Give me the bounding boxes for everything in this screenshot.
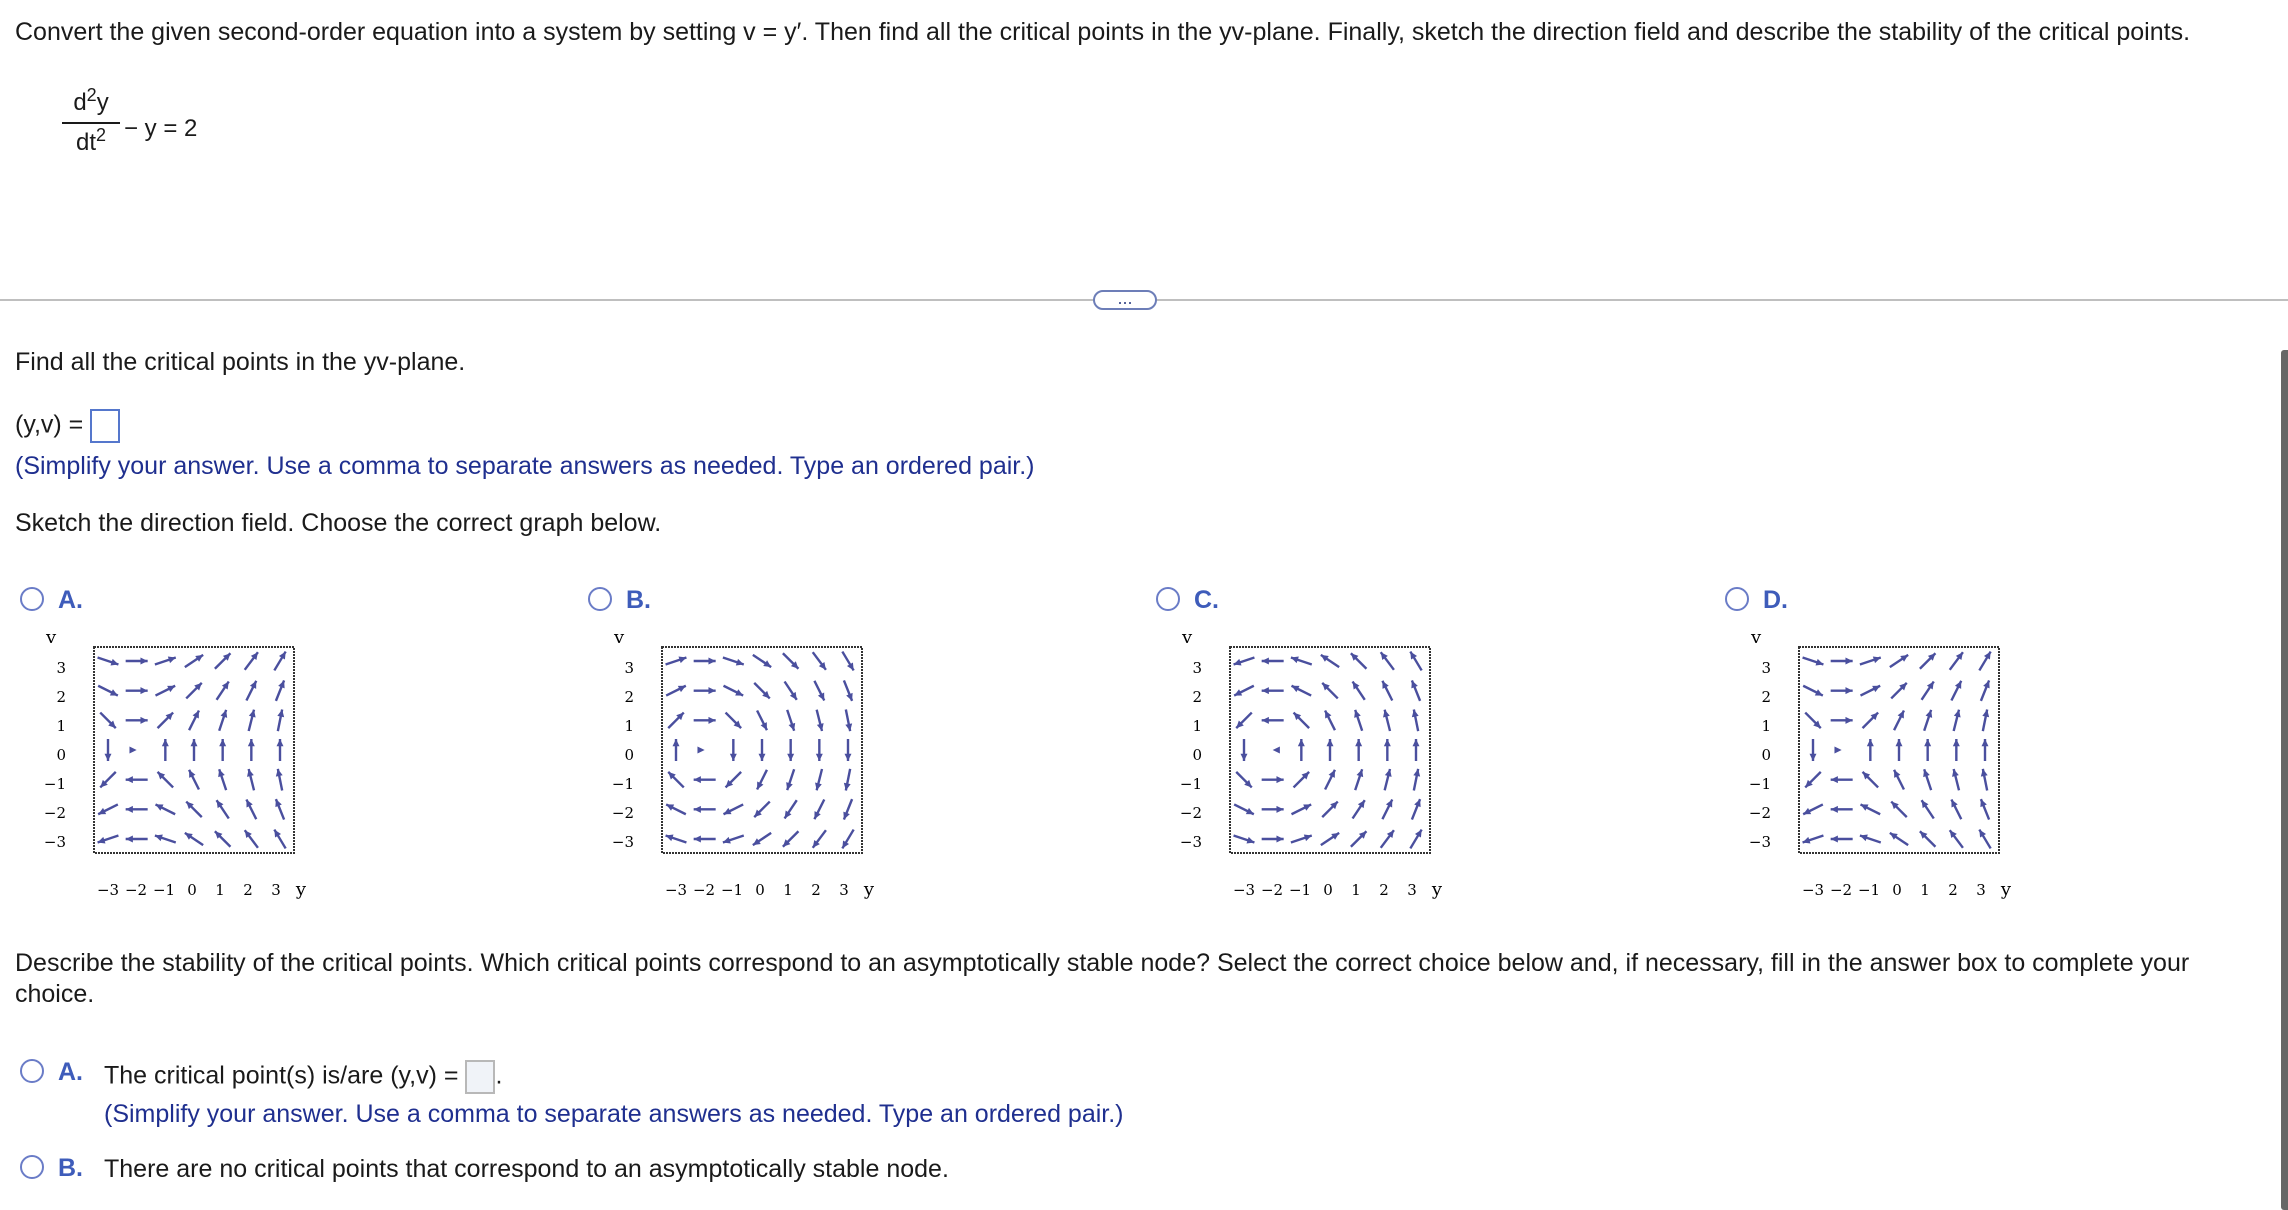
part3-prompt-line1: Describe the stability of the critical points. Which critical points correspond to an asymptotically stable node? Select the correct choice below and, if necessary, fill in the answer box to complete your bbox=[15, 949, 2190, 977]
y-axis-label: y bbox=[1431, 879, 1442, 900]
v-tick-label: 2 bbox=[1192, 688, 1202, 706]
part1-hint: (Simplify your answer. Use a comma to separate answers as needed. Type an ordered pair.) bbox=[15, 452, 1035, 480]
v-axis-label: v bbox=[46, 627, 57, 648]
part1-answer-label: (y,v) = bbox=[15, 410, 84, 439]
choice-a-period: . bbox=[495, 1061, 503, 1090]
v-tick-label: 1 bbox=[1192, 717, 1202, 735]
v-tick-label: 1 bbox=[56, 717, 66, 735]
y-tick-label: 0 bbox=[755, 881, 765, 899]
graph-option-2-radio[interactable] bbox=[588, 587, 612, 611]
part2-prompt: Sketch the direction field. Choose the correct graph below. bbox=[15, 509, 662, 537]
y-tick-label: 1 bbox=[1920, 881, 1930, 899]
y-tick-label: 3 bbox=[839, 881, 849, 899]
y-tick-label: −2 bbox=[1260, 881, 1284, 899]
y-tick-label: 0 bbox=[187, 881, 197, 899]
direction-field-graph-3[interactable] bbox=[1174, 625, 1444, 905]
y-tick-label: 3 bbox=[1407, 881, 1417, 899]
v-tick-label: 2 bbox=[624, 688, 634, 706]
y-axis-label: y bbox=[295, 879, 306, 900]
v-tick-label: −2 bbox=[1748, 804, 1771, 822]
v-tick-label: −3 bbox=[1179, 833, 1202, 851]
v-tick-label: −1 bbox=[1748, 775, 1771, 793]
v-tick-label: 0 bbox=[624, 746, 634, 764]
v-tick-label: 3 bbox=[624, 659, 634, 677]
part1-prompt: Find all the critical points in the yv-plane. bbox=[15, 348, 466, 376]
y-tick-label: −2 bbox=[1829, 881, 1853, 899]
y-tick-label: 3 bbox=[271, 881, 281, 899]
y-tick-label: 0 bbox=[1323, 881, 1333, 899]
v-tick-label: −3 bbox=[1748, 833, 1771, 851]
choice-a-radio[interactable] bbox=[20, 1059, 44, 1083]
v-tick-label: −1 bbox=[1179, 775, 1202, 793]
v-tick-label: −2 bbox=[611, 804, 634, 822]
y-tick-label: 0 bbox=[1892, 881, 1902, 899]
eq-num-var: y bbox=[96, 89, 109, 116]
y-axis-label: y bbox=[2000, 879, 2011, 900]
v-tick-label: 0 bbox=[1192, 746, 1202, 764]
equation-fraction bbox=[62, 86, 120, 160]
eq-num-d: d bbox=[73, 89, 87, 116]
equation-rest: − y = 2 bbox=[124, 115, 198, 142]
v-tick-label: −2 bbox=[1179, 804, 1202, 822]
direction-field-graph-4[interactable] bbox=[1743, 625, 2013, 905]
graph-option-1-letter: A. bbox=[58, 586, 83, 614]
v-axis-label: v bbox=[1751, 627, 1762, 648]
choice-a-text: The critical point(s) is/are (y,v) = bbox=[104, 1061, 459, 1090]
graph-option-3-radio[interactable] bbox=[1156, 587, 1180, 611]
y-tick-label: 3 bbox=[1976, 881, 1986, 899]
v-tick-label: 3 bbox=[1192, 659, 1202, 677]
y-tick-label: 2 bbox=[1379, 881, 1389, 899]
choice-a-letter: A. bbox=[58, 1058, 83, 1086]
choice-a-hint: (Simplify your answer. Use a comma to separate answers as needed. Type an ordered pair.) bbox=[104, 1100, 1124, 1128]
graph-option-2-letter: B. bbox=[626, 586, 651, 614]
eq-num-exp: 2 bbox=[86, 85, 97, 105]
v-axis-label: v bbox=[1182, 627, 1193, 648]
y-tick-label: −2 bbox=[124, 881, 148, 899]
choice-a-row bbox=[104, 1060, 502, 1094]
v-tick-label: −1 bbox=[43, 775, 66, 793]
v-tick-label: −3 bbox=[611, 833, 634, 851]
v-tick-label: 1 bbox=[1761, 717, 1771, 735]
graph-option-3-letter: C. bbox=[1194, 586, 1219, 614]
choice-b-letter: B. bbox=[58, 1154, 83, 1182]
scrollbar[interactable] bbox=[2281, 350, 2288, 1210]
part1-answer-row bbox=[15, 409, 120, 443]
y-tick-label: 1 bbox=[215, 881, 225, 899]
direction-field-graph-2[interactable] bbox=[606, 625, 876, 905]
v-tick-label: −1 bbox=[611, 775, 634, 793]
y-tick-label: 2 bbox=[243, 881, 253, 899]
eq-den-d: dt bbox=[75, 129, 96, 156]
part1-answer-input[interactable] bbox=[90, 409, 120, 443]
y-tick-label: −1 bbox=[152, 881, 176, 899]
y-tick-label: 2 bbox=[811, 881, 821, 899]
y-tick-label: 1 bbox=[1351, 881, 1361, 899]
y-tick-label: −2 bbox=[692, 881, 716, 899]
v-tick-label: −3 bbox=[43, 833, 66, 851]
v-tick-label: 2 bbox=[1761, 688, 1771, 706]
v-tick-label: 3 bbox=[1761, 659, 1771, 677]
y-tick-label: 1 bbox=[783, 881, 793, 899]
v-tick-label: −2 bbox=[43, 804, 66, 822]
y-tick-label: 2 bbox=[1948, 881, 1958, 899]
y-tick-label: −1 bbox=[1288, 881, 1312, 899]
v-tick-label: 0 bbox=[56, 746, 66, 764]
v-tick-label: 0 bbox=[1761, 746, 1771, 764]
direction-field-graph-1[interactable] bbox=[38, 625, 308, 905]
v-tick-label: 1 bbox=[624, 717, 634, 735]
part3-prompt-line2: choice. bbox=[15, 980, 95, 1008]
choice-b-text: There are no critical points that correspond to an asymptotically stable node. bbox=[104, 1155, 949, 1183]
y-tick-label: −3 bbox=[1801, 881, 1825, 899]
v-tick-label: 3 bbox=[56, 659, 66, 677]
v-tick-label: 2 bbox=[56, 688, 66, 706]
v-axis-label: v bbox=[614, 627, 625, 648]
choice-a-answer-input[interactable] bbox=[465, 1060, 495, 1094]
y-tick-label: −1 bbox=[720, 881, 744, 899]
y-tick-label: −3 bbox=[1232, 881, 1256, 899]
y-tick-label: −3 bbox=[96, 881, 120, 899]
more-button[interactable]: ... bbox=[1093, 290, 1157, 310]
graph-option-4-radio[interactable] bbox=[1725, 587, 1749, 611]
question-text: Convert the given second-order equation into a system by setting v = y′. Then find all the critical points in the yv-plane. Finally, sketch the direction field and describe the stability of the critical points. bbox=[15, 18, 2191, 46]
y-axis-label: y bbox=[863, 879, 874, 900]
y-tick-label: −1 bbox=[1857, 881, 1881, 899]
eq-den-exp: 2 bbox=[96, 125, 107, 145]
choice-b-radio[interactable] bbox=[20, 1155, 44, 1179]
graph-option-4-letter: D. bbox=[1763, 586, 1788, 614]
y-tick-label: −3 bbox=[664, 881, 688, 899]
graph-option-1-radio[interactable] bbox=[20, 587, 44, 611]
